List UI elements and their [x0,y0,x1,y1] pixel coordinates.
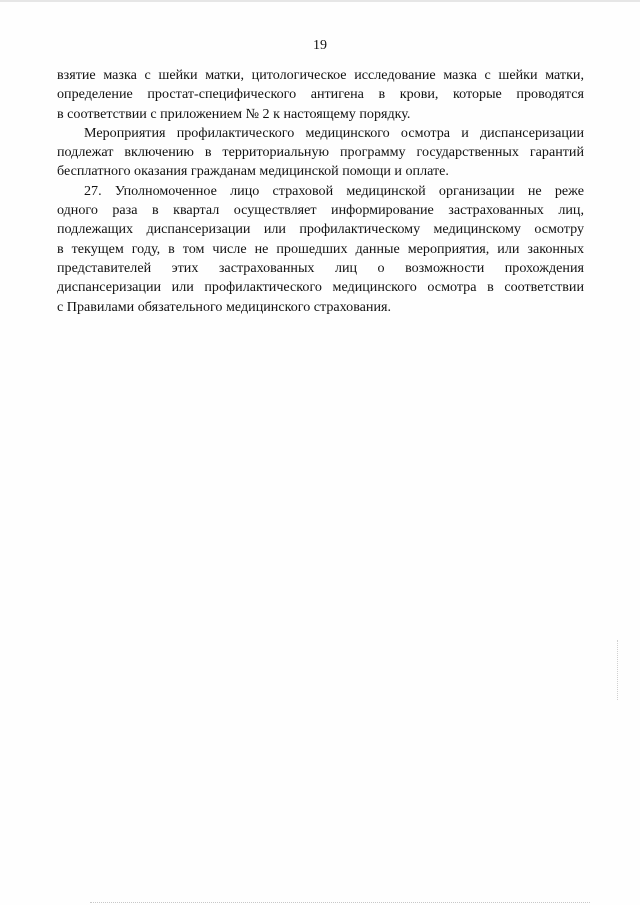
text-line: 27. Уполномоченное лицо страховой медицинской организации не реже [84,182,584,199]
paragraph-3 [57,182,584,317]
text-line: взятие мазка с шейки матки, цитологическое исследование мазка с шейки матки, [57,67,584,83]
text-line: с Правилами обязательного медицинского страхования. [57,298,392,315]
scan-artifact [615,640,618,700]
text-line: подлежащих диспансеризации или профилактическому медицинскому осмотру [57,221,584,238]
text-line: определение простат-специфического антигена в крови, которые проводятся [57,86,584,103]
text-line: в соответствии с приложением № 2 к настоящему порядку. [57,105,411,122]
text-line: подлежат включению в территориальную программу государственных гарантий [57,144,584,161]
text-line: представителей этих застрахованных лиц о возможности прохождения [57,259,584,276]
scan-artifact [90,901,590,903]
paragraph-1 [57,66,584,124]
text-line: в текущем году, в том числе не прошедших данные мероприятия, или законных [57,240,584,257]
scan-edge [0,0,640,2]
page-number: 19 [313,38,327,53]
text-line: диспансеризации или профилактического медицинского осмотра в соответствии [57,279,584,296]
text-line: бесплатного оказания гражданам медицинской помощи и оплате. [57,163,449,180]
text-line: Мероприятия профилактического медицинского осмотра и диспансеризации [84,124,584,141]
text-line: одного раза в квартал осуществляет информирование застрахованных лиц, [57,202,584,219]
document-body [57,66,584,317]
paragraph-2 [57,124,584,182]
